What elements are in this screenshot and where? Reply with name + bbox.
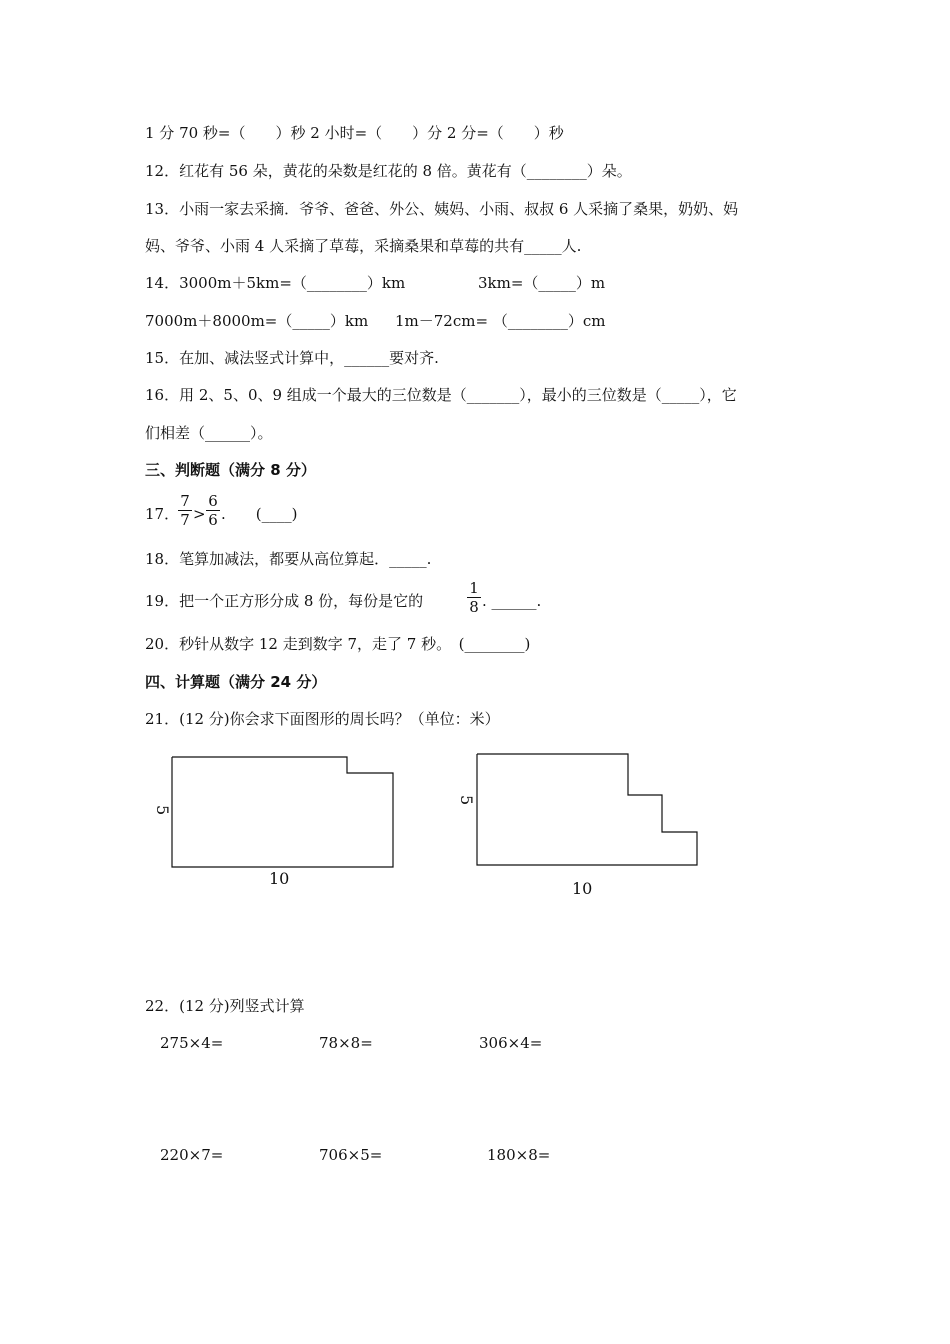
fraction-denominator: 8 <box>469 598 479 616</box>
fraction-numerator: 1 <box>469 579 479 597</box>
fraction-one-eighth <box>467 580 481 615</box>
question-17-answer-blank: . (____) <box>221 505 298 523</box>
question-21: 21．(12 分)你会求下面图形的周长吗？（单位：米） <box>145 710 500 728</box>
figure-two-bottom-label: 10 <box>572 879 593 898</box>
fraction-numerator: 7 <box>180 492 190 510</box>
fraction-denominator: 6 <box>208 511 218 529</box>
fraction-numerator: 6 <box>208 492 218 510</box>
question-19-answer-blank: . ______. <box>482 592 542 610</box>
section-heading-judgement: 三、判断题（满分 8 分） <box>145 461 316 479</box>
question-14-part-a: 14．3000m＋5km=（________）km <box>145 274 406 292</box>
calc-item: 306×4= <box>479 1034 543 1052</box>
fraction-seven-sevenths <box>178 493 192 528</box>
question-17-number: 17． <box>145 505 180 523</box>
calc-item: 706×5= <box>319 1146 383 1164</box>
calc-item: 275×4= <box>160 1034 224 1052</box>
figure-two-staircase-shape <box>457 754 697 898</box>
figure-one-side-label: 5 <box>153 805 172 816</box>
question-13-line-1: 13．小雨一家去采摘．爷爷、爸爸、外公、姨妈、小雨、叔叔 6 人采摘了桑果，奶奶、妈 <box>145 200 739 218</box>
calc-item: 220×7= <box>160 1146 224 1164</box>
question-16-line-2: 们相差（______）。 <box>145 424 273 442</box>
question-14-part-c: 7000m＋8000m=（_____）km <box>145 312 369 330</box>
question-15: 15．在加、减法竖式计算中，______要对齐. <box>145 349 439 367</box>
question-20: 20．秒针从数字 12 走到数字 7，走了 7 秒。 (________) <box>145 635 531 653</box>
question-18: 18．笔算加减法，都要从高位算起．_____. <box>145 550 432 568</box>
question-13-line-2: 妈、爷爷、小雨 4 人采摘了草莓，采摘桑果和草莓的共有_____人. <box>145 237 582 255</box>
calc-item: 180×8= <box>487 1146 551 1164</box>
question-19-text: 19．把一个正方形分成 8 份，每份是它的 <box>145 592 424 610</box>
question-16-line-1: 16．用 2、5、0、9 组成一个最大的三位数是（_______），最小的三位数是（_____），它 <box>145 386 737 404</box>
question-14-part-b: 3km=（_____）m <box>478 274 606 292</box>
figure-one-step-shape <box>153 757 393 888</box>
question-14-part-d: 1m－72cm= （________）cm <box>395 312 606 330</box>
question-22: 22．(12 分)列竖式计算 <box>145 997 305 1015</box>
greater-than-sign: > <box>193 505 206 523</box>
fraction-six-sixths <box>206 493 220 528</box>
question-11-tail: 1 分 70 秒=（ ）秒 2 小时=（ ）分 2 分=（ ）秒 <box>145 124 564 142</box>
section-heading-calculation: 四、计算题（满分 24 分） <box>145 673 327 691</box>
perimeter-figures <box>0 740 950 920</box>
figure-one-bottom-label: 10 <box>269 869 290 888</box>
calc-item: 78×8= <box>319 1034 373 1052</box>
question-12: 12．红花有 56 朵，黄花的朵数是红花的 8 倍。黄花有（________）朵。 <box>145 162 632 180</box>
fraction-denominator: 7 <box>180 511 190 529</box>
figure-two-side-label: 5 <box>457 795 476 806</box>
